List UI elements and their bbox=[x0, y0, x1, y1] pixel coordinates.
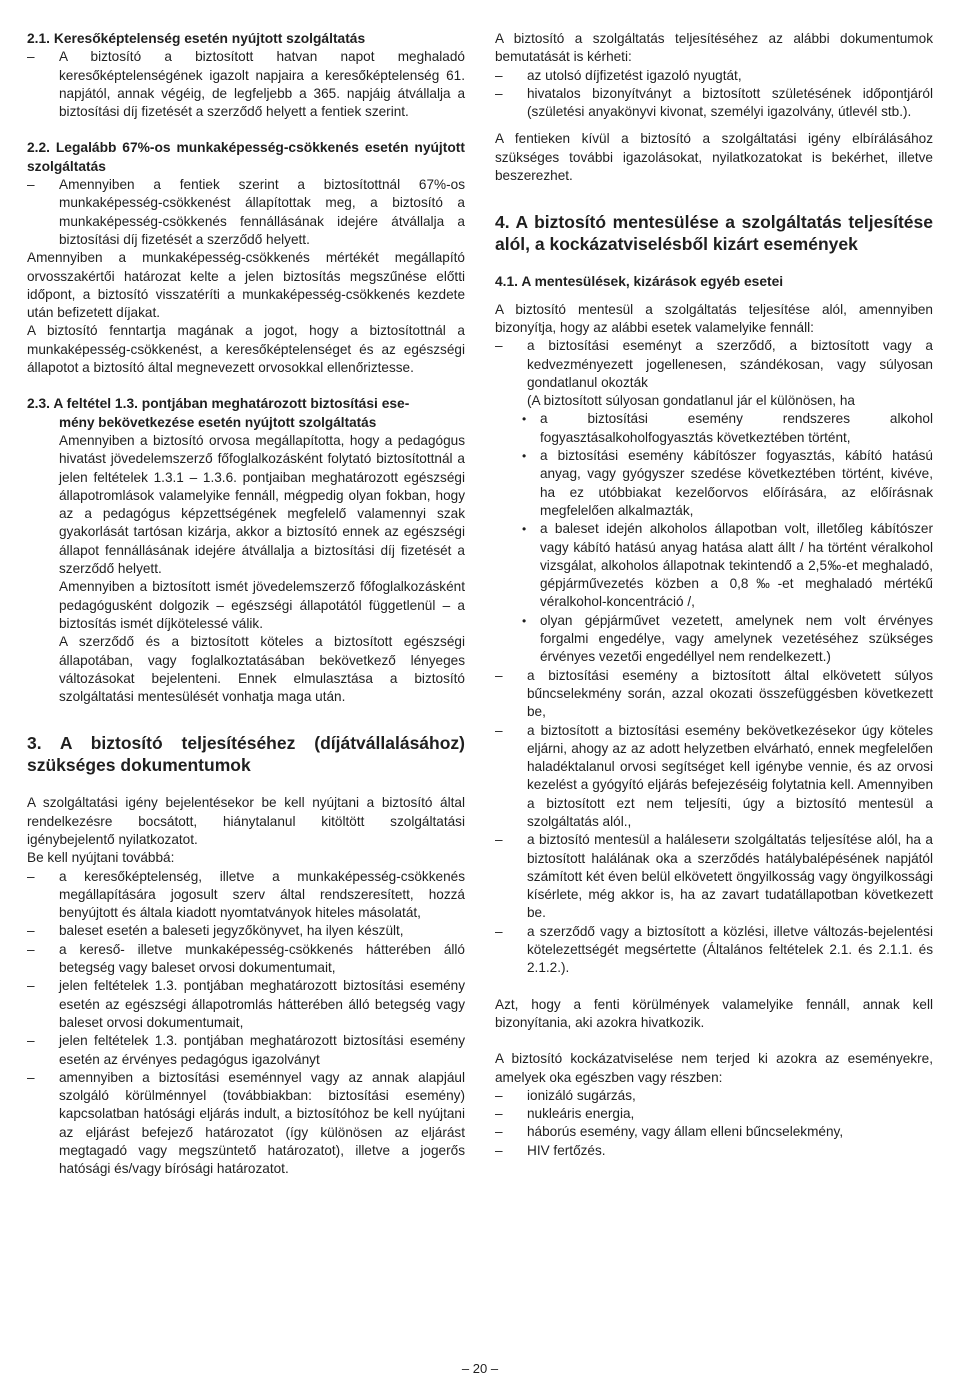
list-item-text: baleset esetén a baleseti jegyzőkönyvet, ha ilyen készült, bbox=[59, 923, 404, 939]
list-item-text: a biztosítási esemény a biztosított által elkövetett súlyos bűncselekmény során, azzal okozati összefüggésben következett be, bbox=[527, 667, 933, 720]
dash-marker: – bbox=[495, 338, 503, 354]
dash-marker: – bbox=[495, 923, 503, 939]
bullet-item-text: a biztosítási esemény rendszeres alkohol fogyasztásalkoholfogyasztás következtében történt, bbox=[540, 411, 933, 445]
paragraph: A szerződő és a biztosított köteles a biztosított egészségi állapotában, vagy foglalkoztatásában bekövetkező lényeges változásokat bejelenteni. Ennek elmulasztása a biztosító szolgáltatási mentesülését vonhatja maga után. bbox=[59, 634, 465, 705]
section-number: 2.2. bbox=[27, 140, 51, 156]
list-item bbox=[27, 1032, 465, 1069]
list-item bbox=[27, 1069, 465, 1179]
list-item-text: a biztosított a biztosítási esemény bekövetkezésekor úgy köteles eljárni, ahogy az az adott helyzetben elvárható, ennek megfelelően haladéktalanul orvosi segítséget kell igénybe vennie, és az orvosi kezelést a gyógyító eljárás befejezéséig folytatnia kell. Amennyiben a biztosított ezt nem teljesíti, úgy a biztosító mentesül a szolgáltatás alól., bbox=[527, 722, 933, 829]
list-item-text: jelen feltételek 1.3. pontjában meghatározott biztosítási esemény esetén az egészségi állapotromlás hátterében álló betegség vagy baleset orvosi dokumentumait, bbox=[59, 978, 465, 1030]
section-2-2-heading bbox=[27, 139, 465, 176]
list-item bbox=[27, 922, 465, 940]
extra-documents-list bbox=[495, 67, 933, 122]
list-item bbox=[495, 1087, 933, 1105]
dash-marker: – bbox=[495, 67, 503, 83]
bullet-marker: • bbox=[522, 449, 527, 464]
list-item-text: nukleáris energia, bbox=[527, 1106, 635, 1122]
section-title: A feltétel 1.3. pontjában meghatározott biztosítási ese- bbox=[53, 396, 410, 412]
section-title: Legalább 67%-os munkaképesség-csökkenés esetén nyújtott szolgáltatás bbox=[27, 140, 465, 174]
paragraph: Amennyiben a munkaképesség-csökkenés mértékét megállapító orvosszakértői határozat kelte a jelen biztosítás megszűnése előtti időpont, a biztosító visszatéríti a munkaképesség-csökkenés kezdete után befizetett díjakat. bbox=[27, 250, 465, 321]
bullet-item-text: a biztosítási esemény kábítószer fogyasztás, kábító hatású anyag, vagy gyógyszer szedése következtében történt, kivéve, ha ez utóbbiakat kezelőorvos előírására, az előírásnak megfelelően alkalmazták, bbox=[540, 448, 933, 518]
list-item bbox=[495, 85, 933, 122]
section-title-continued: mény bekövetkezése esetén nyújtott szolgáltatás bbox=[59, 414, 377, 430]
paragraph: Amennyiben a biztosított ismét jövedelemszerző főfoglalkozásként pedagógusként dolgozik – egészségi állapotától függetlenül – a biztosítás ismét díjkötelessé válik. bbox=[59, 579, 465, 631]
list-item-text: hivatalos bizonyítványt a biztosított születésének időpontjáról (születési anyakönyvi kivonat, személyi igazolvány, útlevél stb.). bbox=[527, 85, 933, 120]
dash-marker: – bbox=[27, 1033, 35, 1049]
dash-marker: – bbox=[27, 868, 35, 884]
dash-marker: – bbox=[27, 1069, 35, 1085]
section-2-2 bbox=[27, 139, 465, 377]
section-number: 2.1. bbox=[27, 31, 51, 46]
list-item bbox=[27, 977, 465, 1032]
list-item bbox=[495, 1123, 933, 1141]
dash-marker: – bbox=[495, 1142, 503, 1158]
paragraph: Amennyiben a biztosító orvosa megállapította, hogy a pedagógus hivatást jövedelemszerző főfoglalkozásként folytató biztosítottnál a jelen feltételek 1.3.1 – 1.3.6. pontjaiban meghatározott egészségi állapotromlások valamelyike fennáll, mégpedig olyan fokban, hogy az a pedagógus képzettségének megfelelő valamennyi szak gyakorlását tartósan kizárja, akkor a biztosító ennek az egészségi állapot fennállásának idejére átvállalja a biztosítási díj fizetését a szerződő helyett. bbox=[59, 432, 465, 577]
section-number: 2.3. bbox=[27, 396, 51, 412]
list-item-text: a kereső- illetve munkaképesség-csökkenés hátterében álló betegség vagy baleset orvosi dokumentumait, bbox=[59, 941, 465, 976]
bullet-item bbox=[495, 612, 933, 667]
bullet-marker: • bbox=[522, 613, 527, 628]
list-item bbox=[27, 176, 465, 249]
paragraph: Azt, hogy a fenti körülmények valamelyike fennáll, annak kell bizonyítania, aki azokra hivatkozik. bbox=[495, 996, 933, 1030]
dash-marker: – bbox=[495, 722, 503, 738]
list-item-text: háborús esemény, vagy állam elleni bűncselekmény, bbox=[527, 1124, 844, 1140]
list-item bbox=[27, 48, 465, 121]
section-2-3 bbox=[27, 395, 465, 706]
list-item bbox=[27, 941, 465, 978]
section-title: Keresőképtelenség esetén nyújtott szolgáltatás bbox=[53, 31, 366, 46]
list-item bbox=[495, 67, 933, 85]
dash-marker: – bbox=[27, 941, 35, 957]
right-column bbox=[495, 30, 933, 1160]
bullet-item-text: olyan gépjárművet vezetett, amelynek nem volt érvényes forgalmi engedélye, vagy amelynek vezetéséhez szükséges érvényes vezetői engedéllyel nem rendelkezett.) bbox=[540, 612, 933, 665]
paragraph: A biztosító a szolgáltatás teljesítéséhez az alábbi dokumentumok bemutatását is kérheti: bbox=[495, 31, 933, 65]
excluded-events-list bbox=[495, 1087, 933, 1160]
list-item-text: amennyiben a biztosítási eseménnyel vagy az annak alapjául szolgáló körülménnyel (továbbiakban: biztosítási esemény) kapcsolatban hatósági eljárás indult, a biztosítóhoz be kell nyújtani az eljárást befejező határozatot (így különösen az eljárást megtagadó vagy megszüntető határozatot), illetve a jogerős hatósági és/vagy bírósági határozatot. bbox=[59, 1069, 465, 1177]
list-item-note: (A biztosított súlyosan gondatlanul jár el különösen, ha bbox=[527, 393, 855, 409]
documents-list bbox=[27, 868, 465, 1179]
list-item-text: jelen feltételek 1.3. pontjában meghatározott biztosítási esemény esetén az érvényes pedagógus igazolványt bbox=[59, 1033, 465, 1067]
paragraph: A fentieken kívül a biztosító a szolgáltatási igény elbírálásához szükséges további igazolásokat, nyilatkozatokat is bekérhet, illetve beszerezhet. bbox=[495, 131, 933, 184]
list-item bbox=[495, 831, 933, 922]
list-item-text: a biztosítási eseményt a szerződő, a biztosított vagy a kedvezményezett jogellenesen, szándékosan, vagy súlyosan gondatlanul okozták bbox=[527, 338, 933, 390]
list-item bbox=[495, 667, 933, 722]
list-item bbox=[495, 1142, 933, 1160]
list-item-text: Amennyiben a fentiek szerint a biztosítottnál 67%-os munkaképesség-csökkenést állapítottak meg, a biztosító a munkaképesség-csökkenés fennállásának idejére átvállalja a biztosítási díj fizetését a szerződő helyett. bbox=[59, 177, 465, 247]
negligence-bullet-list bbox=[495, 410, 933, 666]
list-item bbox=[495, 923, 933, 978]
section-3 bbox=[27, 733, 465, 1178]
list-item-text: a szerződő vagy a biztosított a közlési, illetve változás-bejelentési kötelezettségét megsértette (Általános feltételek 2.1. és 2.1.1. és 2.1.2.). bbox=[527, 923, 933, 976]
section-2-1 bbox=[27, 30, 465, 121]
dash-marker: – bbox=[495, 667, 503, 683]
paragraph: A biztosító kockázatviselése nem terjed ki azokra az eseményekre, amelyek oka egészben vagy részben: bbox=[495, 1051, 933, 1085]
section-3-heading: 3. A biztosító teljesítéséhez (díjátvállalásához) szükséges dokumentumok bbox=[27, 733, 465, 775]
dash-marker: – bbox=[27, 923, 35, 939]
bullet-marker: • bbox=[522, 412, 527, 427]
section-4-1-heading: 4.1. A mentesülések, kizárások egyéb esetei bbox=[495, 274, 784, 290]
list-item-text: A biztosító a biztosított hatvan napot meghaladó keresőképtelenségének igazolt napjaira a keresőképtelenség 61. napjától, annak végéig, de legfeljebb a 365. napjáig átvállalja a biztosítási díj fizetését a szerződő helyett a fentiek szerint. bbox=[59, 49, 465, 120]
list-item bbox=[495, 1105, 933, 1123]
dash-marker: – bbox=[27, 177, 35, 193]
dash-marker: – bbox=[495, 85, 503, 101]
paragraph: A szolgáltatási igény bejelentésekor be kell nyújtani a biztosító által rendelkezésre bocsátott, hiánytalanul kitöltött szolgáltatási igénybejelentő nyilatkozatot. bbox=[27, 795, 465, 847]
dash-marker: – bbox=[27, 49, 35, 65]
bullet-item bbox=[495, 410, 933, 447]
list-item-text: ionizáló sugárzás, bbox=[527, 1087, 636, 1103]
dash-marker: – bbox=[495, 1124, 503, 1140]
list-item-text: a keresőképtelenség, illetve a munkaképesség-csökkenés megállapítására jogosult szerv által rendszeresített, hozzá benyújtott és általa kiadott nyomtatványok hiteles másolatát, bbox=[59, 868, 465, 921]
bullet-item bbox=[495, 447, 933, 520]
list-item bbox=[495, 722, 933, 832]
list-item-text: HIV fertőzés. bbox=[527, 1142, 606, 1158]
list-item-text: a biztosító mentesül a halálesети szolgáltatás teljesítése alól, ha a biztosított halálának oka a szerződés hatálybalépésének napjától számított két éven belül elkövetett öngyilkosság vagy öngyilkossági kísérlete, még akkor is, ha az zavart tudatállapotban következett be. bbox=[527, 832, 933, 921]
section-4-heading: 4. A biztosító mentesülése a szolgáltatás teljesítése alól, a kockázatviselésből kizárt események bbox=[495, 212, 933, 254]
bullet-item bbox=[495, 520, 933, 611]
paragraph: A biztosító fenntartja magának a jogot, hogy a biztosítottnál a munkaképesség-csökkenést, a keresőképtelenséget és az egészségi állapotot a biztosító által megnevezett orvosokkal ellenőriztesse. bbox=[27, 323, 465, 376]
section-2-3-heading bbox=[27, 395, 465, 413]
list-item-text: az utolsó díjfizetést igazoló nyugtát, bbox=[527, 67, 742, 83]
paragraph: Be kell nyújtani továbbá: bbox=[27, 850, 175, 866]
dash-marker: – bbox=[495, 832, 503, 848]
list-item bbox=[495, 337, 933, 392]
list-item bbox=[27, 868, 465, 923]
dash-marker: – bbox=[495, 1106, 503, 1122]
dash-marker: – bbox=[495, 1087, 503, 1103]
section-2-1-heading bbox=[27, 30, 465, 48]
bullet-marker: • bbox=[522, 522, 527, 537]
left-column bbox=[27, 30, 465, 1179]
exemption-list bbox=[495, 667, 933, 978]
dash-marker: – bbox=[27, 978, 35, 994]
paragraph: A biztosító mentesül a szolgáltatás teljesítése alól, amennyiben bizonyítja, hogy az alábbi esetek valamelyike fennáll: bbox=[495, 301, 933, 335]
page-number: – 20 – bbox=[461, 1361, 499, 1376]
bullet-item-text: a baleset idején alkoholos állapotban volt, illetőleg kábítószer vagy kábító hatású anyag hatása alatt állt / ha történt véralkohol vizsgálat, alkoholos állapotnak tekintendő a 2,5‰-et meghaladó, gépjárművezetés közben a 0,8‰-et meghaladó mértékű véralkohol-koncentráció /, bbox=[540, 521, 933, 610]
